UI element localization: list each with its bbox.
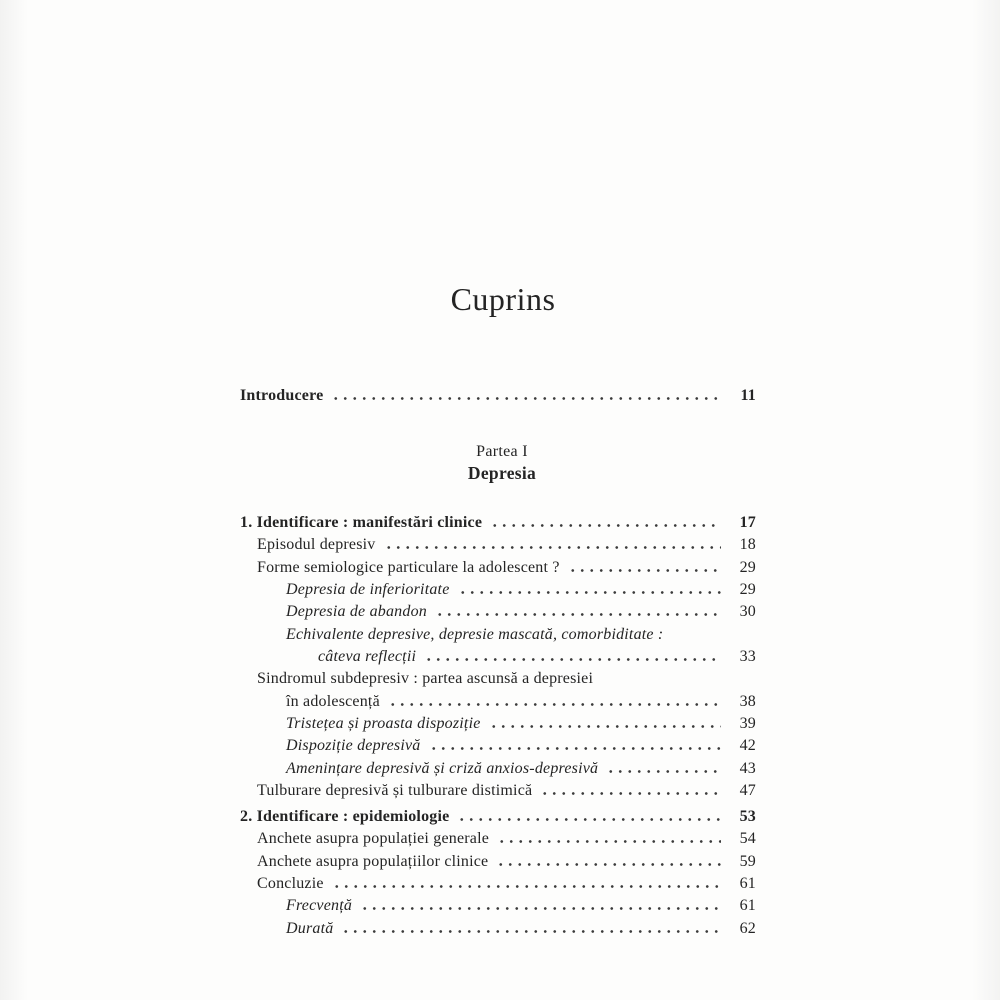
toc-row: [240, 895, 756, 917]
toc-entry-label: Dispoziție depresivă: [286, 737, 421, 755]
toc-row: [240, 557, 756, 579]
toc-row: [240, 646, 756, 668]
toc-entry-label: Introducere: [240, 387, 324, 404]
dotted-leader: [606, 770, 721, 773]
toc-entry-label: în adolescență: [286, 692, 380, 710]
toc-page-number: 59: [739, 852, 756, 870]
dotted-leader: [332, 885, 721, 888]
toc-row: [240, 385, 756, 407]
toc-entry-label: Tulburare depresivă și tulburare distimică: [257, 782, 533, 800]
toc-row: [240, 534, 756, 556]
toc-entry-label: Concluzie: [257, 875, 324, 893]
toc-section-2: [240, 806, 756, 940]
toc-row: [240, 579, 756, 601]
toc-entry-label: Depresia de abandon: [286, 603, 427, 621]
toc-entry-label: 2. Identificare : epidemiologie: [240, 808, 450, 825]
toc-page-number: 29: [739, 558, 756, 576]
toc-entry-label: Sindromul subdepresiv : partea ascunsă a depresiei: [257, 670, 594, 688]
dotted-leader: [435, 613, 721, 616]
toc-row: [240, 713, 756, 735]
toc-page-number: 53: [739, 808, 756, 825]
page-title: Cuprins: [450, 281, 556, 317]
dotted-leader: [341, 930, 721, 933]
toc-entry-label: Anchete asupra populației generale: [257, 830, 490, 848]
toc-page-number: 61: [739, 875, 756, 893]
toc-row: [240, 691, 756, 713]
dotted-leader: [360, 907, 721, 910]
toc-row: [240, 873, 756, 895]
toc-row: [240, 668, 756, 690]
part-heading: [240, 441, 756, 484]
toc-row: [240, 601, 756, 623]
toc-row: [240, 918, 756, 940]
toc-page-number: 39: [739, 715, 756, 733]
dotted-leader: [496, 863, 721, 866]
toc-page-number: 18: [739, 536, 756, 554]
toc-page-number: 42: [739, 737, 756, 755]
toc-row: [240, 512, 756, 534]
toc-row: [240, 851, 756, 873]
toc-row: [240, 758, 756, 780]
toc-row: [240, 780, 756, 802]
dotted-leader: [331, 397, 721, 400]
toc-entry-label: 1. Identificare : manifestări clinice: [240, 514, 483, 531]
part-kicker: Partea I: [476, 443, 528, 460]
dotted-leader: [429, 747, 722, 750]
toc-entry-label: Anchete asupra populațiilor clinice: [257, 852, 489, 870]
toc-page-number: 17: [739, 514, 756, 531]
toc-entry-label: câteva reflecții: [318, 648, 417, 666]
toc-page-number: 29: [739, 581, 756, 599]
toc-section-1: [240, 512, 756, 802]
toc-entry-label: Amenințare depresivă și criză anxios-depresivă: [286, 759, 599, 777]
toc-entry-label: Depresia de inferioritate: [286, 581, 450, 599]
part-title: Depresia: [467, 463, 537, 483]
toc-page-number: 33: [739, 648, 756, 666]
dotted-leader: [490, 524, 721, 527]
dotted-leader: [424, 658, 721, 661]
dotted-leader: [457, 818, 721, 821]
dotted-leader: [388, 703, 721, 706]
toc-page-number: 30: [739, 603, 756, 621]
toc-page-number: 11: [740, 387, 756, 404]
dotted-leader: [458, 591, 722, 594]
dotted-leader: [497, 840, 721, 843]
dotted-leader: [384, 546, 722, 549]
toc-entry-label: Episodul depresiv: [257, 536, 376, 554]
toc-page-number: 47: [739, 782, 756, 800]
toc-page-number: 62: [739, 919, 756, 937]
toc-entry-label: Frecvență: [286, 897, 353, 915]
toc-row: [240, 806, 756, 828]
toc-page-number: 61: [739, 897, 756, 915]
toc-page-number: 54: [739, 830, 756, 848]
toc-intro-group: [240, 385, 756, 407]
toc-row: [240, 735, 756, 757]
toc-row: [240, 624, 756, 646]
toc-page-number: 38: [739, 692, 756, 710]
toc-entry-label: Forme semiologice particulare la adolescent ?: [257, 558, 560, 576]
toc-entry-label: Tristețea și proasta dispoziție: [286, 715, 481, 733]
dotted-leader: [540, 792, 721, 795]
toc-page-number: 43: [739, 759, 756, 777]
dotted-leader: [489, 725, 721, 728]
toc-entry-label: Echivalente depresive, depresie mascată, comorbiditate :: [286, 625, 664, 643]
toc-row: [240, 828, 756, 850]
dotted-leader: [568, 569, 721, 572]
toc-entry-label: Durată: [286, 919, 334, 937]
